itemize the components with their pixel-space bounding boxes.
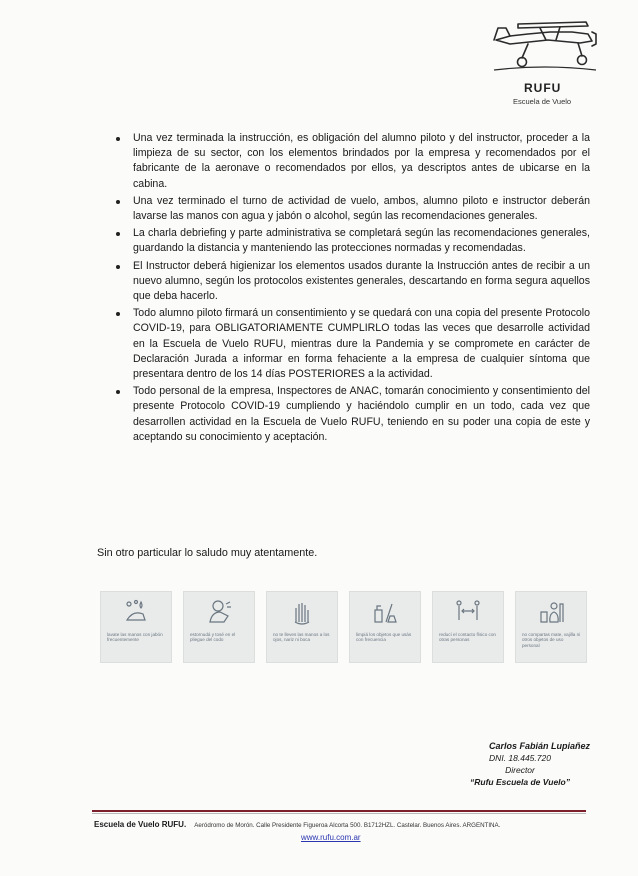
icon-card-no-share — [515, 591, 587, 663]
list-item: El Instructor deberá higienizar los elementos usados durante la Instrucción antes de recibir a un nuevo alumno, según los protocolos existentes generales, descartando en forma segura aquellos que deba hacerlo. — [116, 259, 590, 305]
icon-card-no-touch — [266, 591, 338, 663]
icon-caption: reducí el contacto físico con otras personas — [439, 632, 496, 643]
logo-title: RUFU — [524, 81, 562, 95]
signature-block — [400, 740, 590, 788]
icon-card-handwash — [100, 591, 172, 663]
footer-company: Escuela de Vuelo RUFU. — [94, 820, 187, 829]
no-share-icon — [538, 598, 564, 626]
signer-org: “Rufu Escuela de Vuelo” — [470, 777, 570, 787]
list-item: Todo personal de la empresa, Inspectores de ANAC, tomarán conocimiento y consentimiento del presente Protocolo COVID-19 cumpliendo y haciéndolo cumplir en un todo, cada vez que desarrollen actividad en la Escuela de Vuelo RUFU, teniendo en su poder una copia de este y aceptando su conocimiento y aceptación. — [116, 384, 590, 445]
footer-address: Aeródromo de Morón. Calle Presidente Figueroa Alcorta 500. B1712HZL. Castelar. Buenos Aires. ARGENTINA. — [194, 822, 501, 829]
icon-caption: lavate las manos con jabón frecuentemente — [107, 632, 163, 643]
icon-caption: no compartas mate, vajilla ni otros objetos de uso personal — [522, 632, 581, 648]
handwash-icon — [123, 598, 149, 626]
distance-icon — [455, 598, 481, 626]
cleaning-icon — [372, 598, 398, 626]
signer-dni: DNI. 18.445.720 — [489, 753, 551, 763]
logo-subtitle: Escuela de Vuelo — [513, 97, 572, 106]
hygiene-icons-strip — [100, 591, 586, 663]
list-item: Todo alumno piloto firmará un consentimiento y se quedará con una copia del presente Protocolo COVID-19, para OBLIGATORIAMENTE CUMPLIRLO todas las veces que desarrolle actividad en la Escuela de Vuelo RUFU, mientras dure la Pandemia y se compromete en carácter de Declaración Jurada a informar en forma fehaciente a la empresa de cualquier síntoma que presentara dentro de los 14 días POSTERIORES a la actividad. — [116, 306, 590, 382]
footer — [94, 820, 500, 829]
icon-caption: estornudá y tosé en el pliegue del codo — [190, 632, 236, 643]
protocol-list — [116, 131, 590, 447]
signer-role: Director — [505, 765, 535, 775]
footer-rule-secondary — [92, 813, 586, 814]
airplane-icon — [488, 10, 600, 80]
icon-card-cleaning — [349, 591, 421, 663]
list-item: La charla debriefing y parte administrativa se completará según las recomendaciones generales, guardando la distancia y manteniendo las protecciones normadas y recomendadas. — [116, 226, 590, 256]
list-item: Una vez terminada la instrucción, es obligación del alumno piloto y del instructor, proceder a la limpieza de su sector, con los elementos brindados por la empresa y recomendados por el fabricante de la aeronave o recomendados por ellos, ya descriptos antes de ubicarse en la cabina. — [116, 131, 590, 192]
closing-line: Sin otro particular lo saludo muy atentamente. — [97, 547, 318, 559]
footer-rule — [92, 810, 586, 812]
icon-card-distance — [432, 591, 504, 663]
sneeze-icon — [206, 598, 232, 626]
icon-caption: no te lleves las manos a los ojos, nariz ni boca — [273, 632, 330, 643]
icon-card-sneeze — [183, 591, 255, 663]
list-item: Una vez terminado el turno de actividad de vuelo, ambos, alumno piloto e instructor deberán lavarse las manos con agua y jabón o alcohol, según las recomendaciones generales. — [116, 194, 590, 224]
no-touch-face-icon — [289, 598, 315, 626]
icon-caption: limpiá los objetos que usás con frecuencia — [356, 632, 412, 643]
signer-name: Carlos Fabián Lupiañez — [488, 741, 590, 751]
rufu-logo — [488, 10, 600, 80]
website-link[interactable]: www.rufu.com.ar — [301, 833, 361, 842]
